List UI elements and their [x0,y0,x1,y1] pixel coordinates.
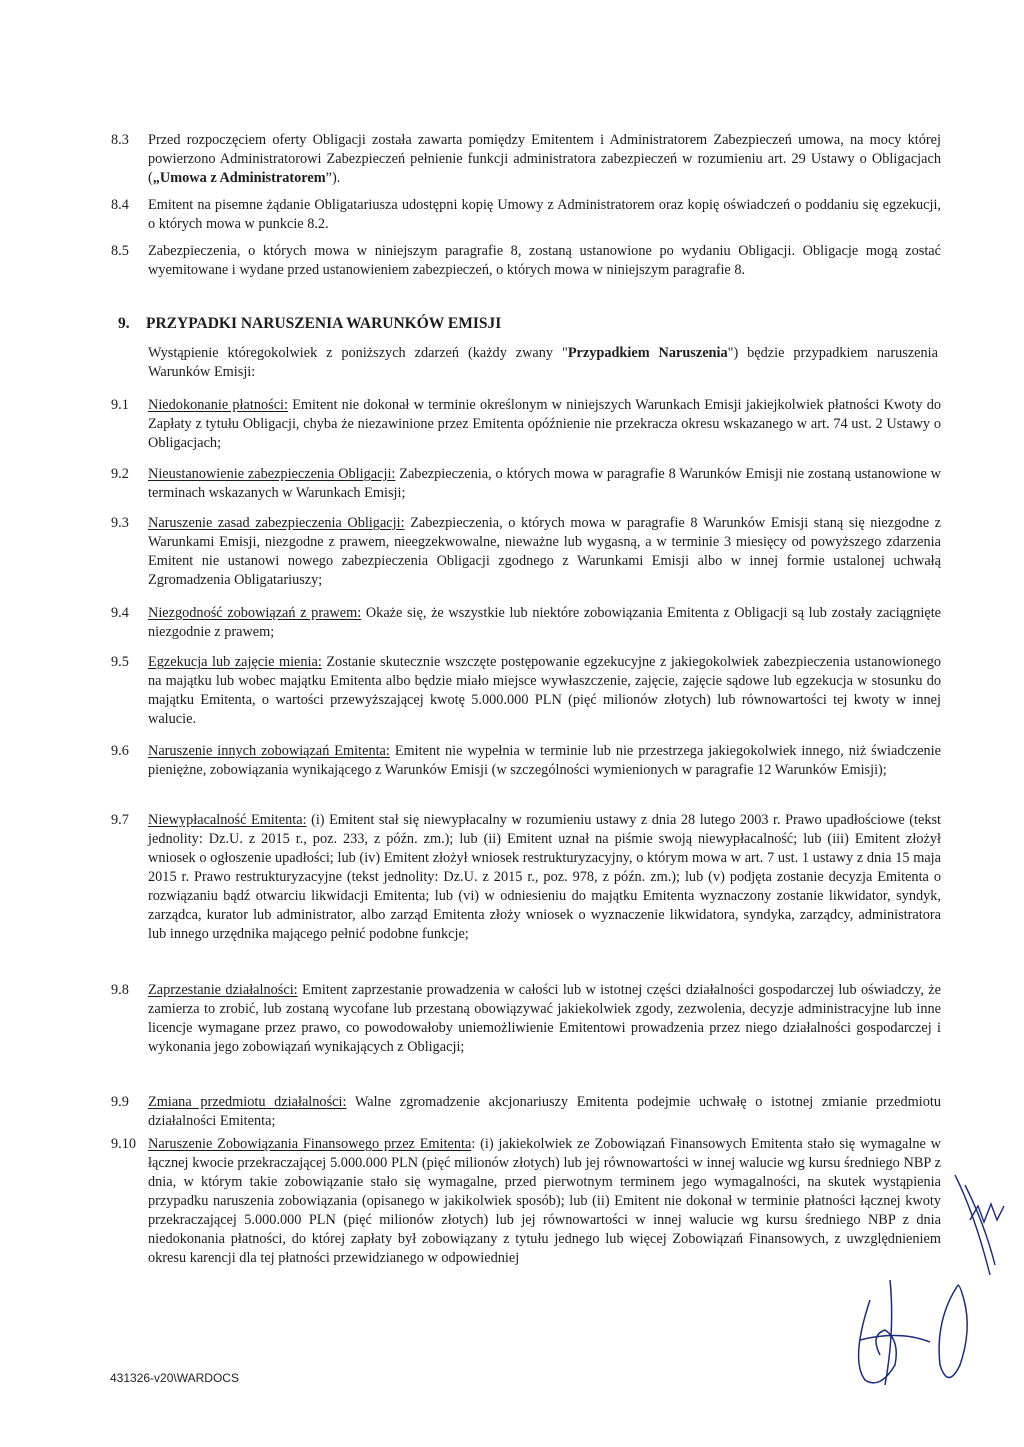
clause-title: Egzekucja lub zajęcie mienia: [148,654,322,670]
clause-text: Nieustanowienie zabezpieczenia Obligacji: Zabezpieczenia, o których mowa w paragrafie 8 Warunków Emisji nie zostaną ustanowione w terminach wskazanych w Warunkach Emisji; [148,466,942,501]
defined-term: „Umowa z Administratorem [152,170,326,186]
clause-title: Naruszenie Zobowiązania Finansowego przez Emitenta [148,1136,472,1152]
section-number: 9. [118,315,130,332]
clause-text: Niezgodność zobowiązań z prawem: Okaże się, że wszystkie lub niektóre zobowiązania Emitenta z Obligacji są lub zostały zaciągnięte niezgodnie z prawem; [148,605,942,640]
clause-text: Przed rozpoczęciem oferty Obligacji została zawarta pomiędzy Emitentem i Administratorem Zabezpieczeń umowa, na mocy której powierzono Administratorowi Zabezpieczeń pełnienie funkcji administratora zabezpieczeń w rozumieniu art. 29 Ustawy o Obligacjach („Umowa z Administratorem”). [148,132,941,186]
clause-title: Naruszenie innych zobowiązań Emitenta: [148,743,390,759]
clause-text: Zaprzestanie działalności: Emitent zaprzestanie prowadzenia w całości lub w istotnej części działalności gospodarczej lub oświadczy, że zamierza to zrobić, lub zostaną wycofane lub przestaną obowiązywać jakiekolwiek zgody, zezwolenia, decyzje administracyjne lub inne licencje wymagane przez prawo, co powodowałoby uniemożliwienie Emitentowi prowadzenia przez niego działalności gospodarczej i wykonania jego zobowiązań wynikających z Obligacji; [148,982,942,1055]
clause-text: Niewypłacalność Emitenta: (i) Emitent stał się niewypłacalny w rozumieniu ustawy z dnia 28 lutego 2003 r. Prawo upadłościowe (tekst jednolity: Dz.U. z 2015 r., poz. 233, z późn. zm.); lub (ii) Emitent uznał na piśmie swoją niewypłacalność; lub (iii) Emitent złożył wniosek o ogłoszenie upadłości; lub (iv) Emitent złożył wniosek restrukturyzacyjny, o którym mowa w art. 7 ust. 1 ustawy z dnia 15 maja 2015 r. Prawo restrukturyzacyjne (tekst jednolity: Dz.U. z 2015 r., poz. 978, z późn. zm.); lub (v) podjęta zostanie decyzja Emitenta o rozwiązaniu bądź otwarciu likwidacji Emitenta; lub (vi) w odniesieniu do majątku Emitenta wyznaczony zostanie likwidator, syndyk, zarządca, kurator lub administrator, albo zarząd Emitenta złoży wniosek o wyznaczenie likwidatora, syndyka, zarządcy, administratora lub innego urzędnika mającego pełnić podobne funkcje; [148,812,942,942]
clause-number: 8.5 [111,243,129,259]
clause-number: 9.4 [111,605,129,621]
clause-number: 9.1 [111,397,129,413]
document-id-footer: 431326-v20\WARDOCS [110,1371,239,1385]
clause-text: Naruszenie Zobowiązania Finansowego przez Emitenta: (i) jakiekolwiek ze Zobowiązań Finansowych Emitenta stało się wymagalne w łącznej kwocie przekraczającej 5.000.000 PLN (pięć milionów złotych) lub jej równowartości w innej walucie wg kursu średniego NBP z dnia, w którym takie zobowiązanie stało się wymagalne, przed pierwotnym terminem jego wymagalności, na skutek wystąpienia przypadku naruszenia zobowiązania (opisanego w jakikolwiek sposób); lub (ii) Emitent nie dokonał w terminie płatności łącznej kwoty przekraczającej 5.000.000 PLN (pięć milionów złotych) lub jej równowartości w innej walucie wg kursu średniego NBP z dnia niedokonania płatności, do której zapłaty był zobowiązany z tytułu jednego lub więcej Zobowiązań Finansowych, z uwzględnieniem okresu karencji dla tej płatności przewidzianego w odpowiedniej [148,1136,941,1266]
clause-text: Naruszenie zasad zabezpieczenia Obligacji: Zabezpieczenia, o których mowa w paragrafie 8 Warunków Emisji staną się niezgodne z Warunkami Emisji, niezgodne z prawem, nieegzekwowalne, nieważne lub wygasną, a w terminie 3 miesięcy od powyższego zdarzenia Emitent nie ustanowi nowego zabezpieczenia Obligacji zgodnego z Warunkami Emisji albo w innej formie ustalonej uchwałą Zgromadzenia Obligatariuszy; [148,515,942,588]
clause-number: 8.4 [111,197,129,213]
clause-title: Naruszenie zasad zabezpieczenia Obligacji: [148,515,405,531]
clause-title: Niezgodność zobowiązań z prawem: [148,605,362,621]
clause-number: 9.9 [111,1094,129,1110]
clause-number: 9.3 [111,515,129,531]
clause-number: 9.7 [111,812,129,828]
section-title: PRZYPADKI NARUSZENIA WARUNKÓW EMISJI [146,315,502,332]
clause-text: Emitent na pisemne żądanie Obligatariusza udostępni kopię Umowy z Administratorem oraz kopię oświadczeń o poddaniu się egzekucji, o których mowa w punkcie 8.2. [148,197,941,232]
clause-number: 9.2 [111,466,129,482]
section-intro: Wystąpienie któregokolwiek z poniższych zdarzeń (każdy zwany "Przypadkiem Naruszenia") będzie przypadkiem naruszenia Warunków Emisji: [148,345,938,380]
clause-number: 9.5 [111,654,129,670]
clause-number: 9.6 [111,743,129,759]
clause-text: Naruszenie innych zobowiązań Emitenta: Emitent nie wypełnia w terminie lub nie przestrzega jakiegokolwiek innego, niż świadczenie pieniężne, zobowiązania wynikającego z Warunków Emisji (w szczególności wymienionych w paragrafie 12 Warunków Emisji); [148,743,941,778]
clause-text: Niedokonanie płatności: Emitent nie dokonał w terminie określonym w niniejszych Warunkach Emisji jakiejkolwiek płatności Kwoty do Zapłaty z tytułu Obligacji, chyba że niezawinione przez Emitenta opóźnienie nie przekracza okresu wskazanego w art. 74 ust. 2 Ustawy o Obligacjach; [148,397,941,451]
clause-title: Zaprzestanie działalności: [148,982,298,998]
clause-title: Nieustanowienie zabezpieczenia Obligacji: [148,466,396,482]
signature-initials-bottom [840,1270,990,1400]
signature-initials-right [945,1165,1020,1285]
clause-title: Niedokonanie płatności: [148,397,288,413]
clause-number: 9.8 [111,982,129,998]
clause-text: Zabezpieczenia, o których mowa w niniejszym paragrafie 8, zostaną ustanowione po wydaniu Obligacji. Obligacje mogą zostać wyemitowane i wydane przed ustanowieniem zabezpieczeń, o których mowa w niniejszym paragrafie 8. [148,243,941,278]
clause-number: 9.10 [111,1136,137,1152]
defined-term: Przypadkiem Naruszenia [567,345,728,361]
clause-text: Egzekucja lub zajęcie mienia: Zostanie skutecznie wszczęte postępowanie egzekucyjne z jakiegokolwiek zabezpieczenia ustanowionego na majątku lub wobec majątku Emitenta albo będzie miało miejsce wywłaszczenie, zajęcie, zajęcie sądowe lub egzekucja w stosunku do majątku Emitenta, o wartości przewyższającej kwotę 5.000.000 PLN (pięć milionów złotych) lub równowartości tej kwoty w innej walucie. [148,654,942,727]
clause-title: Zmiana przedmiotu działalności: [148,1094,347,1110]
clause-text: Zmiana przedmiotu działalności: Walne zgromadzenie akcjonariuszy Emitenta podejmie uchwałę o istotnej zmianie przedmiotu działalności Emitenta; [148,1094,941,1129]
clause-number: 8.3 [111,132,129,148]
clause-title: Niewypłacalność Emitenta: [148,812,307,828]
